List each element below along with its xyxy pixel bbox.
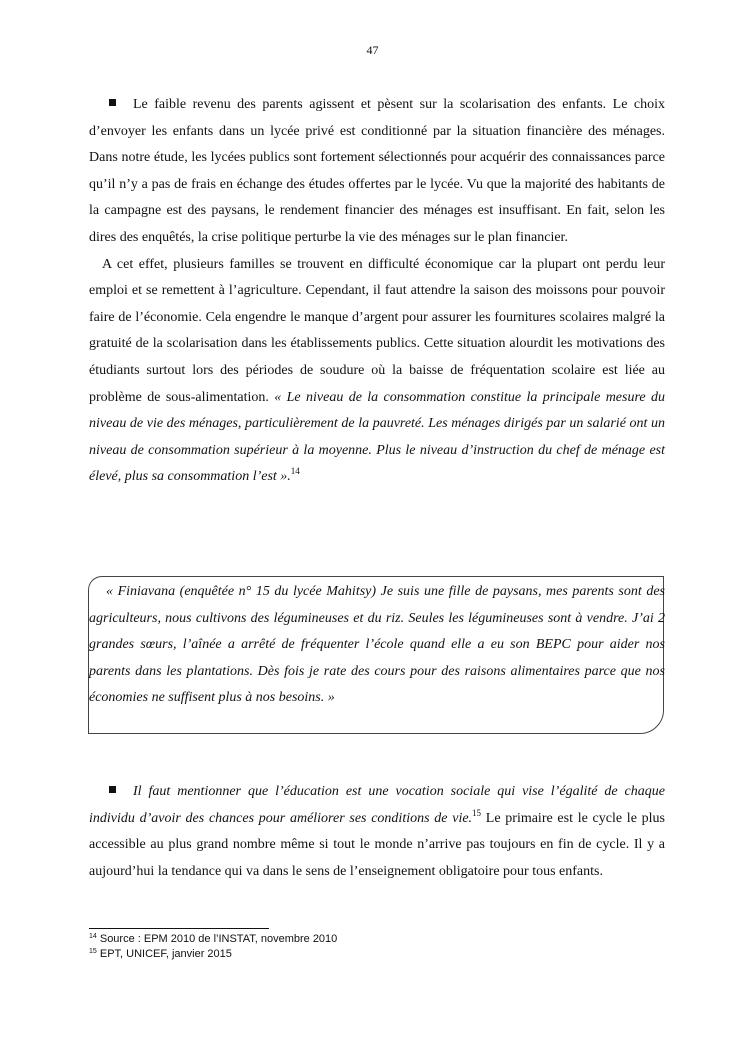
- interview-quote-box: [88, 576, 664, 734]
- footnote-15: $^{15}$ EPT, UNICEF, janvier 2015: [89, 948, 232, 960]
- inline-quote: « Le niveau de la consommation constitue la principale mesure du niveau de vie des ménages, particulièrement de la pauvreté. Les ménages dirigés par un salarié ont un niveau de consommation supérieur à la moyenne. Plus le niveau d’instruction du chef de ménage est élevé, plus sa consommation l’est ».: [89, 389, 665, 485]
- paragraph-effet: A cet effet, plusieurs familles se trouvent en difficulté économique car la plupart ont perdu leur emploi et se remettent à l’agriculture. Cependant, il faut attendre la saison des moissons pour pouvoir faire de l’économie. Cela engendre le manque d’argent pour assurer les fournitures scolaires malgré la gratuité de la scolarisation dans les établissements publics. Cette situation alourdit les motivations des étudiants surtout lors des périodes de soudure où la baisse de fréquentation scolaire est liée au problème de sous-alimentation. « Le niveau de la consommation constitue la principale mesure du niveau de vie des ménages, particulièrement de la pauvreté. Les ménages dirigés par un salarié ont un niveau de consommation supérieur à la moyenne. Plus le niveau d’instruction du chef de ménage est élevé, plus sa consommation l’est ».$^{14}$: [89, 256, 665, 485]
- page-number: 47: [366, 43, 379, 57]
- footnote-14: $^{14}$ Source : EPM 2010 de l’INSTAT, novembre 2010: [89, 933, 338, 945]
- interview-quote: « Finiavana (enquêtée n° 15 du lycée Mahitsy) Je suis une fille de paysans, mes parents sont des agriculteurs, nous cultivons des légumineuses et du riz. Seules les légumineuses sont à vendre. J’ai 2 grandes sœurs, l’aînée a arrêté de fréquenter l’école quand elle a eu son BEPC pour aider nos parents dans les plantations. Dès fois je rate des cours pour des raisons alimentaires parce que nos économies ne suffisent plus à nos besoins. »: [89, 584, 665, 706]
- footnote-separator: [89, 928, 269, 929]
- body-text-bottom: [89, 779, 665, 885]
- footnote-ref-14: 14: [290, 466, 300, 477]
- square-bullet-icon: [109, 786, 116, 793]
- paragraph-revenu: Le faible revenu des parents agissent et pèsent sur la scolarisation des enfants. Le choix d’envoyer les enfants dans un lycée privé est conditionné par la situation financière des ménages. Dans notre étude, les lycées publics sont fortement sélectionnés pour acquérir des connaissances parce qu’il n’y a pas de frais en échange des études offertes par le lycée. Vu que la majorité des habitants de la campagne est des paysans, le rendement financier des ménages est insuffisant. En fait, selon les dires des enquêtés, la crise politique perturbe la vie des ménages sur le plan financier.: [89, 97, 665, 245]
- footnote-ref-15: 15: [472, 807, 482, 818]
- paragraph-education: Il faut mentionner que l’éducation est une vocation sociale qui vise l’égalité de chaque individu d’avoir des chances pour améliorer ses conditions de vie.$^{15}$ Le primaire est le cycle le plus accessible au plus grand nombre même si tout le monde n’arrive pas toujours en fin de cycle. Il y a aujourd’hui la tendance qui va dans le sens de l’enseignement obligatoire pour tous enfants.: [89, 784, 665, 879]
- footnotes: [89, 932, 337, 962]
- square-bullet-icon: [109, 99, 116, 106]
- body-text-top: [89, 92, 665, 491]
